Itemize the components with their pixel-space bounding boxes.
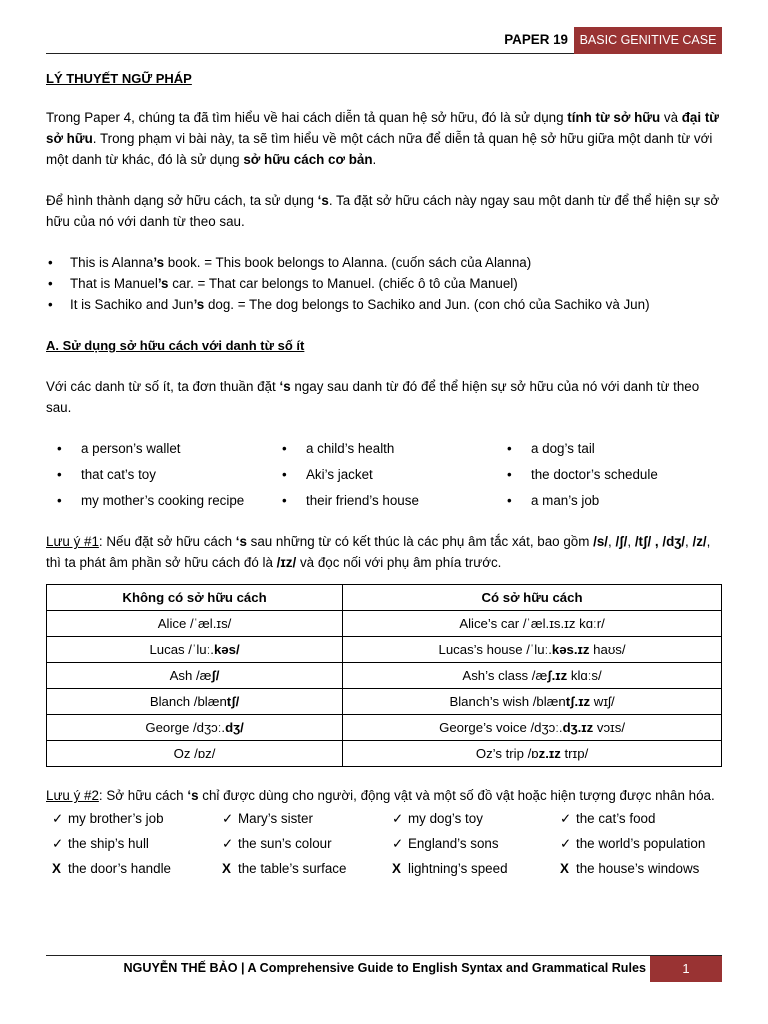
list-item [392, 833, 560, 854]
check-icon: ✓ [222, 811, 234, 826]
cross-icon: X [222, 861, 231, 876]
check-icon: ✓ [52, 836, 64, 851]
section-a-text: ngay sau danh từ đó để thể hiện sự sở hữu của nó với danh từ theo sau. [46, 379, 700, 415]
singular-example-grid [46, 438, 722, 511]
example-text: That is Manuel [70, 276, 158, 291]
table-cell [47, 741, 343, 767]
example-text: the world’s population [576, 836, 706, 851]
table-cell [47, 663, 343, 689]
note-1 [46, 531, 722, 573]
note-text: sau những từ có kết thúc là các phụ âm tắc xát, bao gồm [246, 534, 594, 549]
topic-badge: BASIC GENITIVE CASE [574, 27, 722, 54]
intro-text: và [660, 110, 682, 125]
intro-text: Trong Paper 4, chúng ta đã tìm hiểu về hai cách diễn tả quan hệ sở hữu, đó là sử dụng [46, 110, 568, 125]
check-icon: ✓ [52, 811, 64, 826]
note-bold: ‘s [187, 788, 199, 803]
intro-paragraph [46, 107, 722, 170]
section-a-paragraph [46, 376, 722, 418]
list-item [222, 833, 392, 854]
column-header: Không có sở hữu cách [47, 585, 343, 611]
table-row [47, 611, 722, 637]
cell-text: Ash’s class /æ [462, 668, 548, 683]
check-icon: ✓ [392, 811, 404, 826]
cell-text: Oz /ɒz/ [173, 746, 216, 761]
list-item [560, 833, 720, 854]
pronunciation-table [46, 584, 722, 767]
note-bold: /dʒ/ [662, 534, 686, 549]
cell-text: Oz’s trip /ɒ [475, 746, 539, 761]
cell-text: wɪʃ/ [590, 694, 615, 709]
cell-text: George’s voice /dʒɔː. [439, 720, 563, 735]
cross-icon: X [392, 861, 401, 876]
page-content [46, 68, 722, 879]
list-item [222, 858, 392, 879]
example-text: car. = That car belongs to Manuel. (chiếc ô tô của Manuel) [168, 276, 518, 291]
column-header: Có sở hữu cách [343, 585, 722, 611]
note-bold: /s/ [593, 534, 608, 549]
note-text: chỉ được dùng cho người, động vật và một số đồ vật hoặc hiện tượng được nhân hóa. [198, 788, 715, 803]
intro-bold: tính từ sở hữu [567, 110, 661, 125]
example-bold: ’s [153, 255, 165, 270]
list-item [52, 858, 222, 879]
intro-bold: đại từ sở hữu [46, 110, 719, 146]
cell-text: Lucas’s house /ˈluː. [438, 642, 552, 657]
table-cell [343, 715, 722, 741]
list-item [46, 252, 722, 273]
table-cell [47, 611, 343, 637]
cell-bold: kəs/ [213, 642, 240, 657]
list-item [392, 808, 560, 829]
list-item [52, 833, 222, 854]
note-text: , [608, 534, 616, 549]
footer-text: NGUYỄN THẾ BẢO | A Comprehensive Guide to English Syntax and Grammatical Rules [123, 961, 646, 975]
list-item: • the doctor’s schedule [496, 464, 716, 485]
example-bold: ’s [193, 297, 205, 312]
note-bold: /tʃ/ , [634, 534, 659, 549]
check-icon: ✓ [392, 836, 404, 851]
table-row [47, 637, 722, 663]
example-text: the house’s windows [576, 861, 700, 876]
table-cell [47, 689, 343, 715]
note-text: : Sở hữu cách [98, 788, 188, 803]
check-icon: ✓ [560, 811, 572, 826]
note-2-label: Lưu ý #2 [46, 788, 99, 803]
example-text: dog. = The dog belongs to Sachiko and Jun. (con chó của Sachiko và Jun) [204, 297, 650, 312]
example-text: the door’s handle [68, 861, 171, 876]
cell-text: haʊs/ [589, 642, 626, 657]
list-item: • their friend’s house [271, 490, 496, 511]
table-cell [343, 663, 722, 689]
cell-text: Ash /æ [169, 668, 212, 683]
page-footer [46, 955, 722, 981]
table-header-row [47, 585, 722, 611]
table-row [47, 741, 722, 767]
note-text: : Nếu đặt sở hữu cách [98, 534, 236, 549]
cell-bold: z.ɪz [538, 746, 561, 761]
table-row [47, 715, 722, 741]
cell-text: Lucas /ˈluː. [149, 642, 214, 657]
paper-number: PAPER 19 [504, 32, 568, 47]
list-item: • my mother’s cooking recipe [46, 490, 271, 511]
table-cell [343, 689, 722, 715]
note-bold: ‘s [235, 534, 247, 549]
example-text: the ship’s hull [68, 836, 149, 851]
note-1-label: Lưu ý #1 [46, 534, 99, 549]
example-text: book. = This book belongs to Alanna. (cuốn sách của Alanna) [164, 255, 532, 270]
example-text: This is Alanna [70, 255, 154, 270]
note-text: , [685, 534, 693, 549]
list-item [560, 808, 720, 829]
cell-text: Blanch’s wish /blæn [449, 694, 566, 709]
theory-title: LÝ THUYẾT NGỮ PHÁP [46, 71, 192, 86]
intro-bold: sở hữu cách cơ bản [243, 152, 373, 167]
list-item [46, 294, 722, 315]
list-item [392, 858, 560, 879]
cell-bold: dʒ.ɪz [562, 720, 594, 735]
cell-bold: ʃ/ [211, 668, 220, 683]
table-row [47, 663, 722, 689]
example-text: my dog’s toy [408, 811, 483, 826]
example-text: It is Sachiko and Jun [70, 297, 194, 312]
table-cell [47, 637, 343, 663]
table-cell [343, 741, 722, 767]
example-text: England’s sons [408, 836, 499, 851]
intro-text: . Trong phạm vi bài này, ta sẽ tìm hiểu về một cách nữa để diễn tả quan hệ sở hữu giữa một danh từ với một danh từ khác, đó là sử dụng [46, 131, 713, 167]
table-cell [343, 611, 722, 637]
example-text: the table’s surface [238, 861, 347, 876]
note-bold: /z/ [692, 534, 707, 549]
cell-text: klɑːs/ [567, 668, 602, 683]
list-item: • that cat’s toy [46, 464, 271, 485]
cell-text: Blanch /blæn [149, 694, 227, 709]
cross-icon: X [560, 861, 569, 876]
list-item: • Aki’s jacket [271, 464, 496, 485]
section-a-bold: ‘s [279, 379, 291, 394]
cell-text: vɔɪs/ [593, 720, 625, 735]
table-cell [47, 715, 343, 741]
example-text: the sun’s colour [238, 836, 332, 851]
example-text: lightning’s speed [408, 861, 508, 876]
form-paragraph [46, 190, 722, 232]
form-text: Để hình thành dạng sở hữu cách, ta sử dụng [46, 193, 318, 208]
example-text: Mary’s sister [238, 811, 313, 826]
list-item [222, 808, 392, 829]
list-item: • a man’s job [496, 490, 716, 511]
example-text: the cat’s food [576, 811, 656, 826]
cell-bold: tʃ/ [226, 694, 240, 709]
cell-bold: ʃ.ɪz [547, 668, 568, 683]
page-number: 1 [650, 956, 722, 982]
check-icon: ✓ [560, 836, 572, 851]
list-item [560, 858, 720, 879]
note-text: và đọc nối với phụ âm phía trước. [296, 555, 502, 570]
page-header [46, 27, 722, 54]
note-bold: /ʃ/ [615, 534, 628, 549]
note-2 [46, 785, 722, 806]
note-bold: /ɪz/ [276, 555, 297, 570]
section-a-title: A. Sử dụng sở hữu cách với danh từ số ít [46, 338, 305, 353]
cell-bold: kəs.ɪz [551, 642, 590, 657]
table-cell [343, 637, 722, 663]
usage-examples-grid [46, 808, 722, 879]
note-text: , thì ta phát âm phần sở hữu cách đó là [46, 534, 711, 570]
example-text: my brother’s job [68, 811, 164, 826]
cell-text: Alice’s car /ˈæl.ɪs.ɪz kɑːr/ [459, 616, 605, 631]
list-item: • a child’s health [271, 438, 496, 459]
cell-text: George /dʒɔː. [145, 720, 226, 735]
list-item: • a dog’s tail [496, 438, 716, 459]
form-text: . Ta đặt sở hữu cách này ngay sau một danh từ để thể hiện sự sở hữu của nó với danh từ theo sau. [46, 193, 720, 229]
example-bold: ’s [157, 276, 169, 291]
table-row [47, 689, 722, 715]
list-item [52, 808, 222, 829]
cell-text: Alice /ˈæl.ɪs/ [157, 616, 232, 631]
cell-bold: dʒ/ [225, 720, 244, 735]
form-bold: ‘s [317, 193, 329, 208]
check-icon: ✓ [222, 836, 234, 851]
list-item [46, 273, 722, 294]
example-list [46, 252, 722, 315]
cross-icon: X [52, 861, 61, 876]
section-a-text: Với các danh từ số ít, ta đơn thuần đặt [46, 379, 280, 394]
note-text: , [627, 534, 635, 549]
list-item: • a person’s wallet [46, 438, 271, 459]
intro-text: . [372, 152, 377, 167]
cell-text: trɪp/ [560, 746, 589, 761]
cell-bold: tʃ.ɪz [565, 694, 591, 709]
